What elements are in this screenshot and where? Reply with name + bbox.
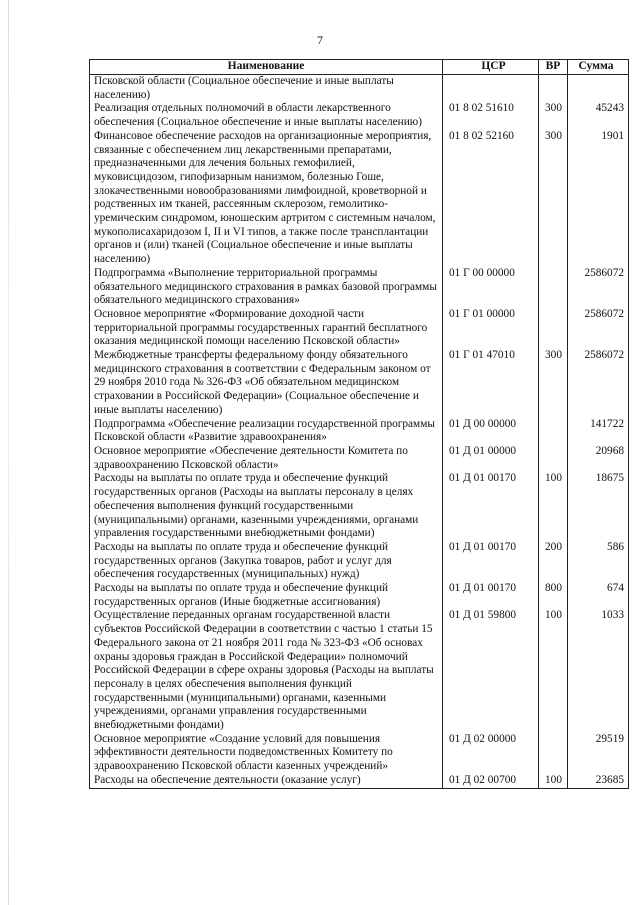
budget-table	[89, 59, 629, 789]
row-sum: 674	[568, 582, 629, 609]
table-row	[90, 445, 629, 472]
table-row	[90, 541, 629, 582]
row-name: Основное мероприятие «Формирование доходной части территориальной программы государственных гарантий бесплатного оказания медицинской помощи населению Псковской области»	[90, 308, 443, 349]
row-sum: 45243	[568, 102, 629, 129]
row-vr: 200	[539, 541, 568, 582]
row-name: Расходы на выплаты по оплате труда и обеспечение функций государственных органов (Закупка товаров, работ и услуг для обеспечения государственных (муниципальных) нужд)	[90, 541, 443, 582]
header-csr: ЦСР	[443, 60, 539, 75]
row-name: Расходы на обеспечение деятельности (оказание услуг)	[90, 774, 443, 788]
scan-edge	[8, 0, 9, 905]
row-name: Расходы на выплаты по оплате труда и обеспечение функций государственных органов (Иные бюджетные ассигнования)	[90, 582, 443, 609]
table-row	[90, 308, 629, 349]
row-name: Осуществление переданных органам государственной власти субъектов Российской Федерации в соответствии с частью 1 статьи 15 Федерального закона от 21 ноября 2011 года № 323-ФЗ «Об основах охраны здоровья граждан в Российской Федерации» полномочий Российской Федерации в сфере охраны здоровья (Расходы на выплаты персоналу в целях обеспечения выполнения функций государственными (муниципальными) органами, казенными учреждениями, органами управления государственными внебюджетными фондами)	[90, 609, 443, 732]
table-header-row	[90, 60, 629, 75]
row-sum: 2586072	[568, 267, 629, 308]
table-row	[90, 130, 629, 267]
row-csr: 01 8 02 52160	[443, 130, 539, 267]
row-vr: 300	[539, 349, 568, 418]
row-csr: 01 Д 01 00170	[443, 472, 539, 541]
row-vr: 100	[539, 609, 568, 732]
row-vr: 300	[539, 130, 568, 267]
row-sum	[568, 75, 629, 103]
row-sum: 141722	[568, 418, 629, 445]
header-sum: Сумма	[568, 60, 629, 75]
table-row	[90, 609, 629, 732]
table-body	[90, 75, 629, 789]
table-row	[90, 349, 629, 418]
row-csr: 01 Д 01 00000	[443, 445, 539, 472]
row-sum: 20968	[568, 445, 629, 472]
row-csr: 01 Г 01 00000	[443, 308, 539, 349]
row-name: Реализация отдельных полномочий в области лекарственного обеспечения (Социальное обеспечение и иные выплаты населению)	[90, 102, 443, 129]
row-vr	[539, 267, 568, 308]
row-name: Финансовое обеспечение расходов на организационные мероприятия, связанные с обеспечением лиц лекарственными препаратами, предназначенными для лечения больных гемофилией, муковисцидозом, гипофизарным нанизмом, болезнью Гоше, злокачественными новообразованиями лимфоидной, кроветворной и родственных им тканей, рассеянным склерозом, гемолитико-уремическим синдромом, юношеским артритом с системным началом, мукополисахаридозом I, II и VI типов, а также после трансплантации органов и (или) тканей (Социальное обеспечение и иные выплаты населению)	[90, 130, 443, 267]
row-csr: 01 Д 02 00700	[443, 774, 539, 788]
row-csr: 01 Г 00 00000	[443, 267, 539, 308]
row-name: Межбюджетные трансферты федеральному фонду обязательного медицинского страхования в соответствии с Федеральным законом от 29 ноября 2010 года № 326-ФЗ «Об обязательном медицинском страховании в Российской Федерации» (Социальное обеспечение и иные выплаты населению)	[90, 349, 443, 418]
row-sum: 29519	[568, 733, 629, 774]
table-row	[90, 733, 629, 774]
header-vr: ВР	[539, 60, 568, 75]
row-sum: 23685	[568, 774, 629, 788]
row-vr	[539, 733, 568, 774]
row-name: Основное мероприятие «Создание условий для повышения эффективности деятельности подведомственных Комитету по здравоохранению Псковской области казенных учреждений»	[90, 733, 443, 774]
row-csr: 01 Д 00 00000	[443, 418, 539, 445]
row-sum: 2586072	[568, 349, 629, 418]
table-row	[90, 582, 629, 609]
table-row	[90, 102, 629, 129]
row-sum: 18675	[568, 472, 629, 541]
row-name: Расходы на выплаты по оплате труда и обеспечение функций государственных органов (Расходы на выплаты персоналу в целях обеспечения выполнения функций государственными (муниципальными) органами, казенными учреждениями, органами управления государственными внебюджетными фондами)	[90, 472, 443, 541]
row-name: Подпрограмма «Выполнение территориальной программы обязательного медицинского страхования в рамках базовой программы обязательного медицинского страхования»	[90, 267, 443, 308]
row-csr: 01 Д 01 00170	[443, 582, 539, 609]
row-csr: 01 Д 01 59800	[443, 609, 539, 732]
table-row	[90, 774, 629, 788]
row-sum: 1901	[568, 130, 629, 267]
header-name: Наименование	[90, 60, 443, 75]
row-csr: 01 Д 02 00000	[443, 733, 539, 774]
table-row	[90, 418, 629, 445]
row-sum: 1033	[568, 609, 629, 732]
page-number: 7	[317, 33, 323, 47]
row-vr: 800	[539, 582, 568, 609]
row-name: Псковской области (Социальное обеспечение и иные выплаты населению)	[90, 75, 443, 103]
table-row	[90, 75, 629, 103]
row-vr	[539, 308, 568, 349]
row-sum: 2586072	[568, 308, 629, 349]
row-name: Подпрограмма «Обеспечение реализации государственной программы Псковской области «Развитие здравоохранения»	[90, 418, 443, 445]
row-vr: 300	[539, 102, 568, 129]
row-vr: 100	[539, 774, 568, 788]
row-csr	[443, 75, 539, 103]
row-csr: 01 8 02 51610	[443, 102, 539, 129]
table-row	[90, 472, 629, 541]
table-row	[90, 267, 629, 308]
row-name: Основное мероприятие «Обеспечение деятельности Комитета по здравоохранению Псковской области»	[90, 445, 443, 472]
row-vr	[539, 418, 568, 445]
row-vr: 100	[539, 472, 568, 541]
row-vr	[539, 75, 568, 103]
row-vr	[539, 445, 568, 472]
row-csr: 01 Г 01 47010	[443, 349, 539, 418]
row-sum: 586	[568, 541, 629, 582]
row-csr: 01 Д 01 00170	[443, 541, 539, 582]
